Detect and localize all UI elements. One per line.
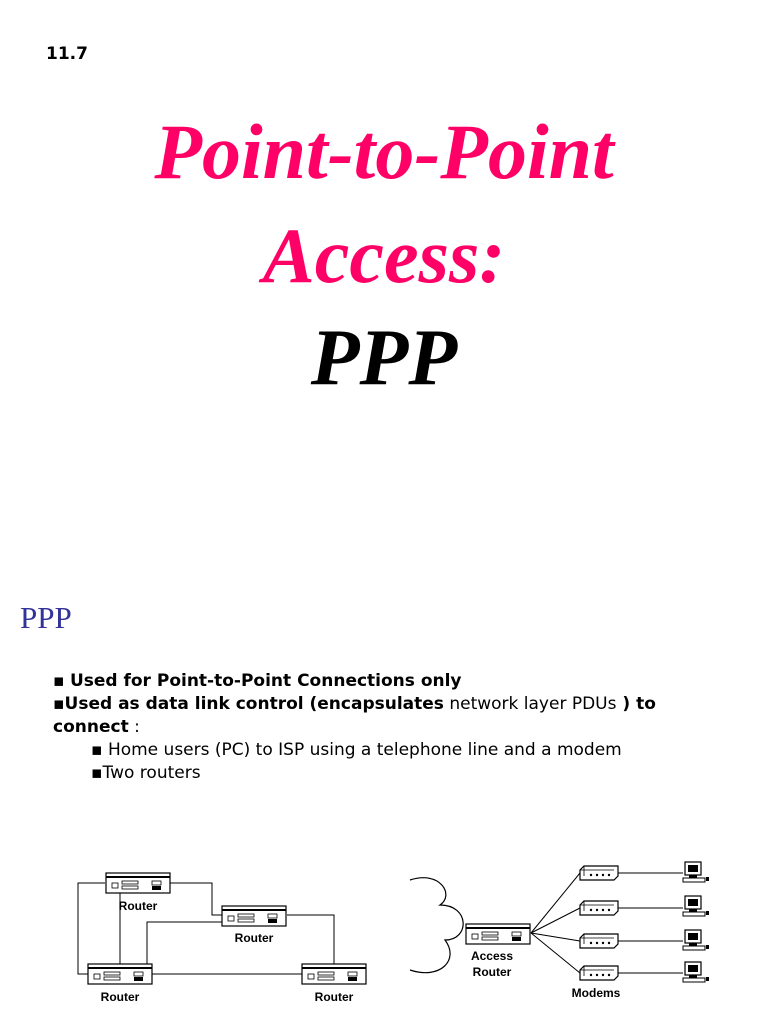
- router-label: Router: [234, 931, 274, 945]
- bullet-text-bold: Used as data link control (encapsulates: [64, 694, 444, 714]
- access-router-label-line2: Router: [472, 965, 512, 979]
- router-icon: [88, 964, 152, 984]
- router-1: [106, 873, 170, 913]
- router-4: [302, 964, 366, 1004]
- sub-bullet-item: [53, 762, 673, 785]
- router-icon: [106, 873, 170, 893]
- access-router-links: [531, 873, 683, 973]
- bullet-marker: ▪: [53, 694, 65, 714]
- router-icon: [466, 924, 530, 944]
- modems-label: Modems: [571, 986, 621, 1000]
- bullet-text-bold: ) to: [616, 694, 656, 714]
- network-diagram: [0, 840, 768, 1024]
- router-links: [78, 883, 334, 974]
- title-line-1: Point-to-Point: [154, 108, 614, 195]
- router-2: [222, 906, 286, 945]
- modem-icon: [580, 934, 618, 948]
- access-router-label-line1: Access: [470, 949, 514, 963]
- router-label: Router: [118, 899, 158, 913]
- access-router: [466, 924, 530, 979]
- sub-bullet-text: Two routers: [102, 763, 201, 783]
- modem-icon: [580, 901, 618, 915]
- computer-icon: [683, 896, 709, 916]
- modem-icon: [580, 966, 618, 980]
- bullet-text: Used for Point-to-Point Connections only: [69, 671, 462, 691]
- bullet-marker: ▪: [91, 763, 103, 783]
- sub-bullet-text: Home users (PC) to ISP using a telephone line and a modem: [107, 740, 622, 760]
- title-line-2: Access:: [262, 212, 506, 299]
- bullet-text-bold: connect: [53, 717, 129, 737]
- bullet-item: [53, 670, 673, 693]
- cloud-shape: [410, 878, 463, 973]
- bullet-marker: ▪: [53, 671, 65, 691]
- router-3: [88, 964, 152, 1004]
- router-label: Router: [314, 990, 354, 1004]
- slide-number: 11.7: [46, 44, 88, 64]
- bullet-continuation: [53, 716, 673, 739]
- router-icon: [302, 964, 366, 984]
- bullet-marker: ▪: [91, 740, 103, 760]
- bullet-item: [53, 693, 673, 716]
- bullet-text-normal: network layer PDUs: [443, 694, 617, 714]
- computer-icon: [683, 930, 709, 950]
- router-label: Router: [100, 990, 140, 1004]
- title-line-3: PPP: [310, 314, 458, 402]
- computer-icon: [683, 962, 709, 982]
- sub-bullet-item: [53, 739, 673, 762]
- computer-icon: [683, 862, 709, 882]
- bullet-text-normal: :: [128, 717, 140, 737]
- section-heading: PPP: [20, 600, 72, 635]
- bullet-list: [53, 670, 673, 785]
- modem-icon: [580, 866, 618, 880]
- router-icon: [222, 906, 286, 926]
